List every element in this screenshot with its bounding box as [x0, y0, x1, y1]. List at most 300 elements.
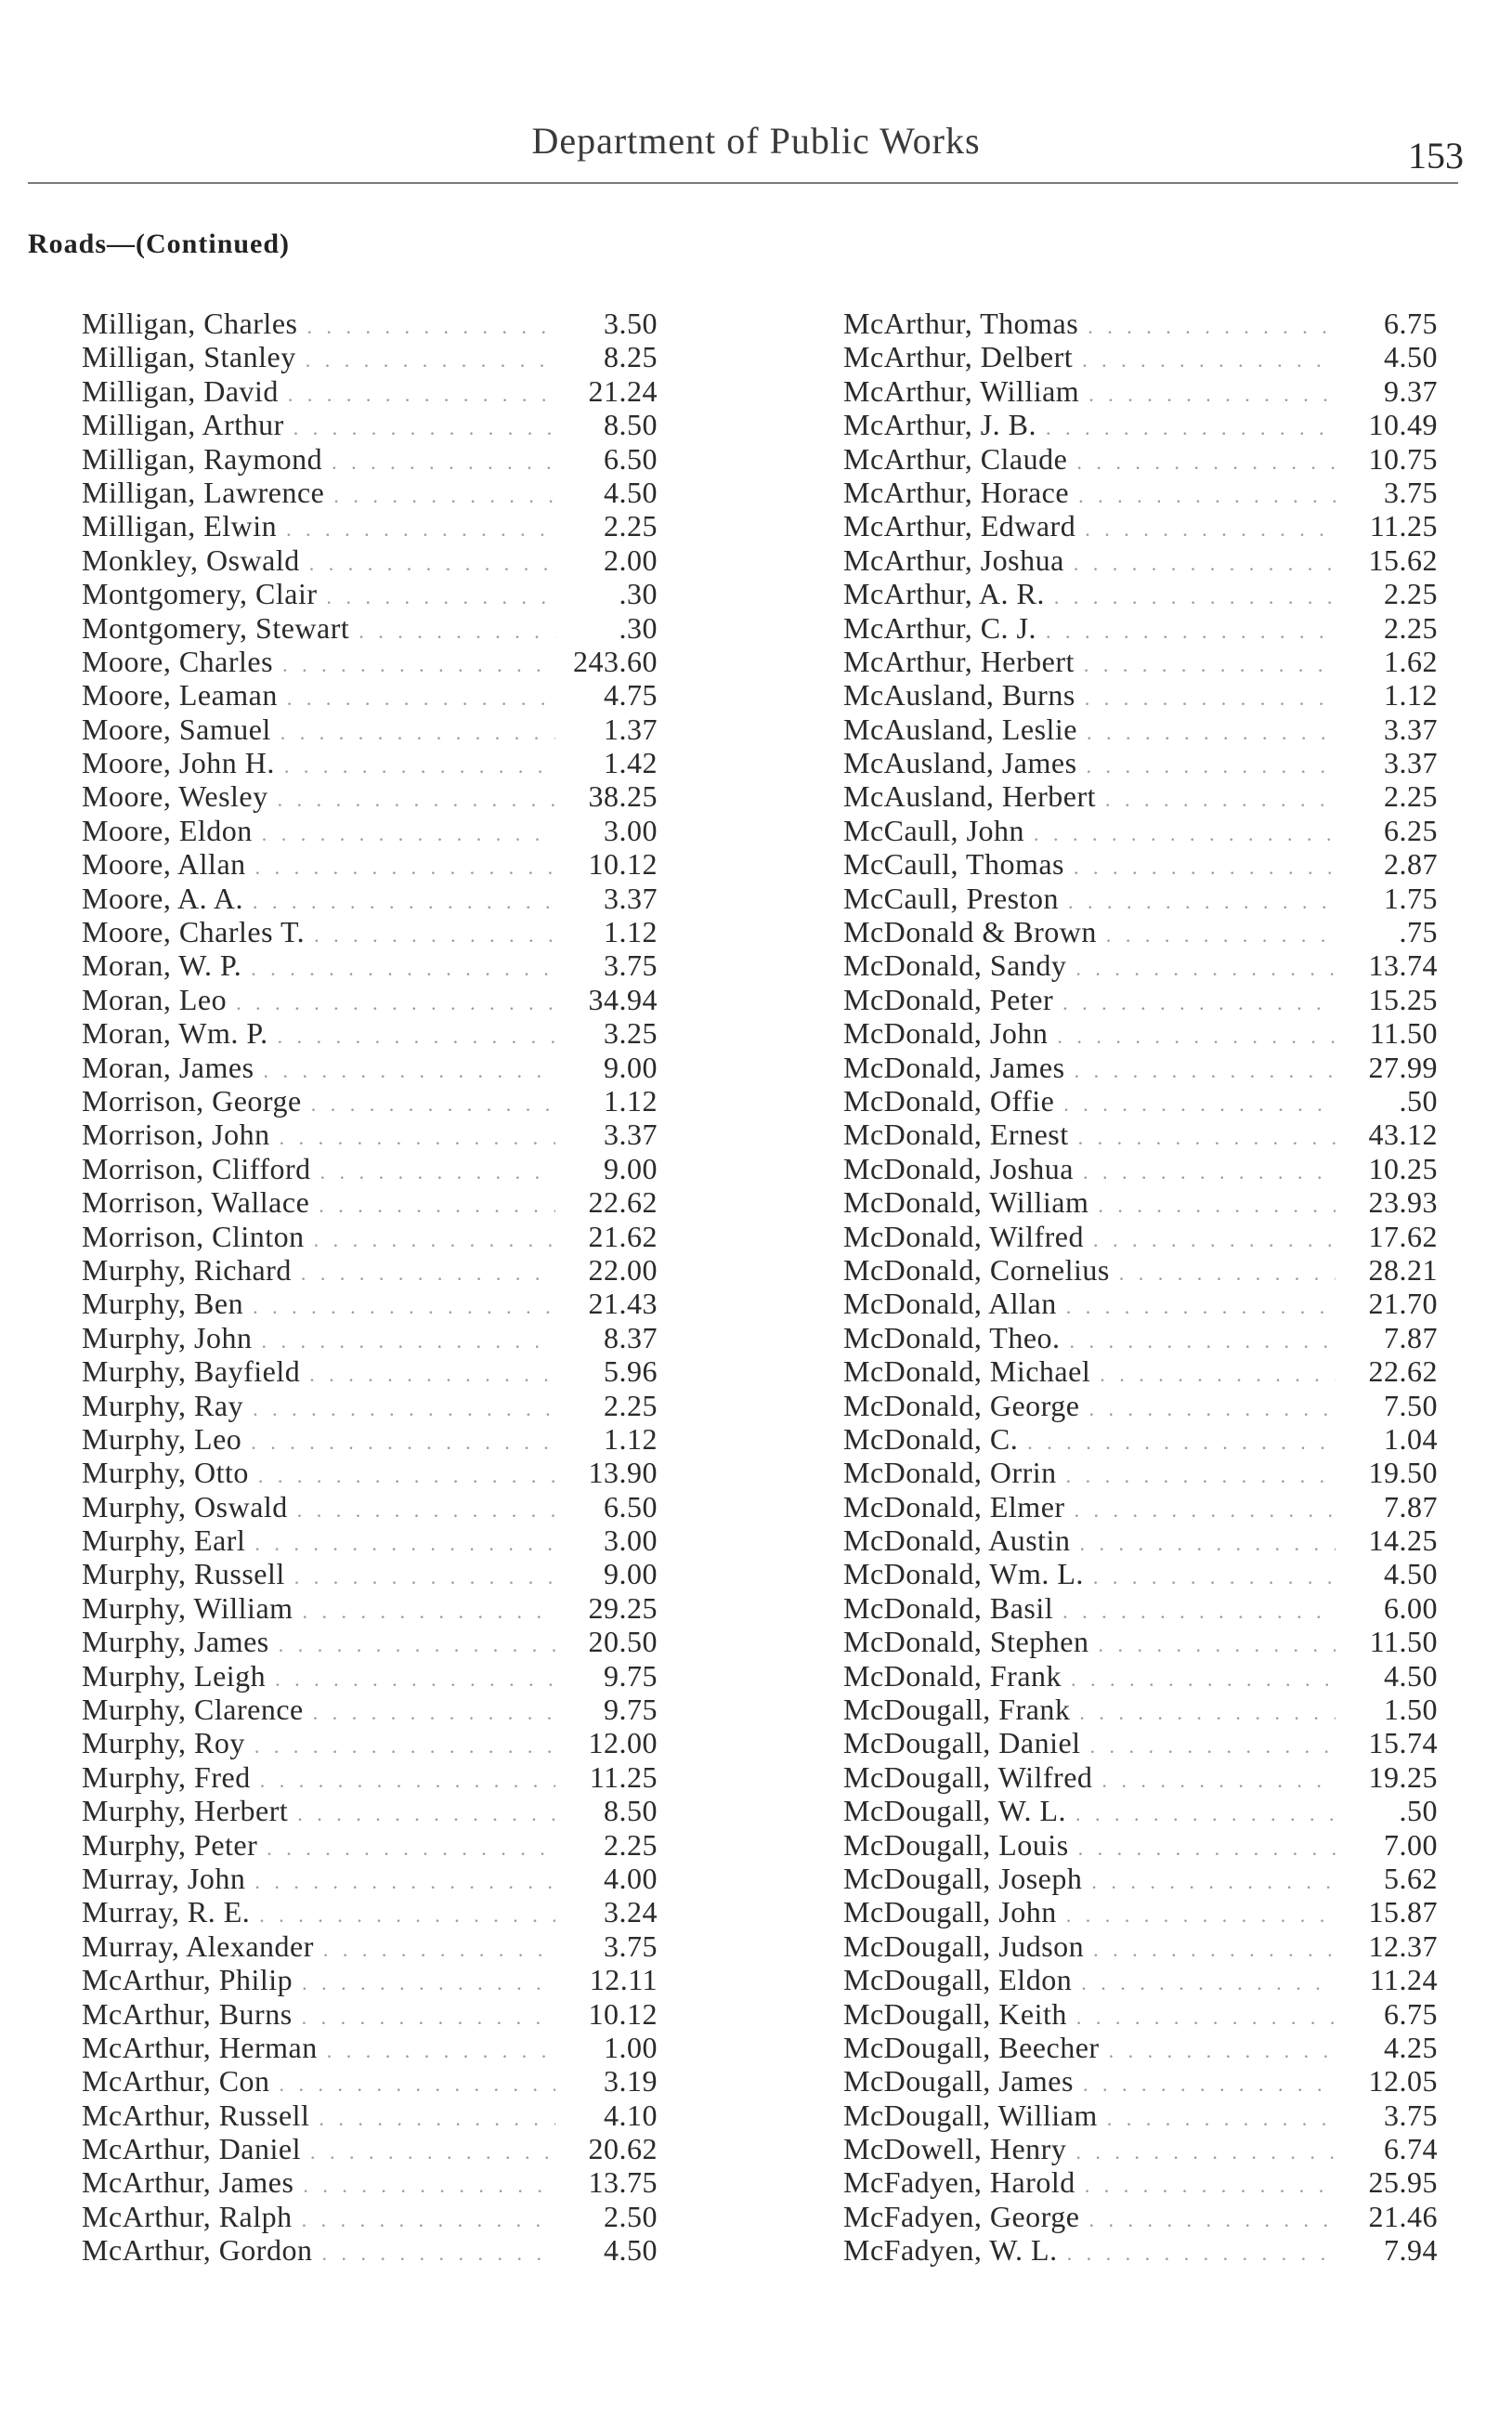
- dot-leader: [303, 2174, 555, 2198]
- payment-amount: 243.60: [573, 644, 658, 678]
- payee-name: Murphy, Ben: [82, 1287, 244, 1321]
- dot-leader: [259, 1903, 555, 1928]
- payment-amount: 10.25: [1368, 1151, 1438, 1185]
- payee-name: McDonald, James: [843, 1050, 1065, 1084]
- payment-amount: 11.25: [1369, 509, 1438, 543]
- list-item: [82, 1016, 658, 1050]
- list-item: [82, 882, 658, 915]
- payment-amount: 3.75: [604, 1929, 658, 1963]
- dot-leader: [280, 1126, 555, 1150]
- payment-amount: 10.75: [1368, 441, 1438, 476]
- list-item: [843, 645, 1438, 678]
- dot-leader: [1075, 2140, 1336, 2164]
- list-item: [82, 307, 658, 340]
- dot-leader: [302, 1971, 555, 1995]
- list-item: [843, 1016, 1438, 1050]
- payment-amount: 2.25: [604, 509, 658, 543]
- list-item: [82, 779, 658, 813]
- payment-amount: 1.04: [1384, 1421, 1438, 1456]
- payee-name: McCaull, Preston: [843, 881, 1059, 915]
- dot-leader: [275, 1667, 555, 1692]
- list-item: [82, 2064, 658, 2098]
- payee-name: Moore, Allan: [82, 847, 246, 882]
- payee-name: Milligan, Elwin: [82, 509, 278, 543]
- payee-name: Morrison, George: [82, 1083, 302, 1118]
- payee-name: McArthur, William: [843, 373, 1080, 408]
- dot-leader: [1046, 620, 1336, 644]
- payment-amount: 6.74: [1384, 2132, 1438, 2166]
- payee-name: Moore, A. A.: [82, 881, 243, 915]
- list-item: [843, 1118, 1438, 1151]
- dot-leader: [1074, 856, 1336, 880]
- dot-leader: [358, 620, 555, 644]
- list-item: [82, 1084, 658, 1118]
- payee-name: McFadyen, Harold: [843, 2165, 1075, 2200]
- dot-leader: [303, 1600, 555, 1624]
- payee-name: Morrison, Clifford: [82, 1151, 311, 1185]
- payment-amount: 9.75: [604, 1658, 658, 1693]
- list-item: [843, 746, 1438, 779]
- dot-leader: [1093, 1565, 1336, 1589]
- payee-name: McDonald, Elmer: [843, 1489, 1065, 1523]
- list-item: [843, 1862, 1438, 1895]
- payee-name: Murphy, William: [82, 1590, 293, 1625]
- payment-amount: 15.62: [1368, 543, 1438, 577]
- dot-leader: [1034, 822, 1336, 846]
- payment-amount: 19.25: [1368, 1759, 1438, 1794]
- payment-amount: 3.37: [604, 881, 658, 915]
- dot-leader: [278, 1025, 555, 1049]
- payee-name: McArthur, C. J.: [843, 610, 1036, 645]
- payee-name: McDonald, Peter: [843, 982, 1054, 1016]
- payment-amount: 7.87: [1384, 1489, 1438, 1523]
- payment-amount: 2.25: [1384, 610, 1438, 645]
- payment-amount: 9.00: [604, 1151, 658, 1185]
- payment-amount: 3.37: [1384, 746, 1438, 780]
- payee-name: Morrison, Clinton: [82, 1219, 305, 1253]
- payment-amount: 4.10: [604, 2098, 658, 2132]
- payee-name: Milligan, Arthur: [82, 408, 284, 442]
- list-item: [843, 1828, 1438, 1862]
- list-item: [843, 1895, 1438, 1929]
- payee-name: Moran, James: [82, 1050, 254, 1084]
- payment-amount: 2.25: [604, 1827, 658, 1862]
- payment-amount: 17.62: [1368, 1219, 1438, 1253]
- payment-amount: 2.87: [1384, 847, 1438, 882]
- payee-name: McDougall, Joseph: [843, 1861, 1083, 1895]
- list-item: [843, 1794, 1438, 1827]
- list-item: [82, 1828, 658, 1862]
- payee-name: McDonald, Wm. L.: [843, 1557, 1084, 1591]
- payee-name: McFadyen, George: [843, 2199, 1080, 2233]
- payment-amount: 12.37: [1368, 1929, 1438, 1963]
- payment-amount: 1.12: [604, 915, 658, 949]
- list-item: [843, 983, 1438, 1016]
- list-item: [82, 577, 658, 610]
- payee-name: Murray, John: [82, 1861, 246, 1895]
- payment-amount: 15.74: [1368, 1726, 1438, 1760]
- payment-amount: 2.25: [1384, 577, 1438, 611]
- list-item: [82, 611, 658, 645]
- payment-amount: 4.75: [604, 678, 658, 713]
- list-item: [82, 1557, 658, 1590]
- dot-leader: [323, 1938, 555, 1962]
- payee-name: McDonald, Frank: [843, 1658, 1062, 1693]
- list-item: [82, 476, 658, 509]
- dot-leader: [1093, 1938, 1336, 1962]
- list-item: [843, 1321, 1438, 1354]
- payment-amount: 1.50: [1384, 1693, 1438, 1727]
- payee-name: Murray, R. E.: [82, 1895, 251, 1929]
- payment-amount: 2.25: [604, 1388, 658, 1422]
- payee-name: McCaull, Thomas: [843, 847, 1064, 882]
- dot-leader: [297, 1802, 555, 1826]
- list-item: [82, 1118, 658, 1151]
- list-item: [843, 948, 1438, 982]
- payee-name: McDougall, John: [843, 1895, 1057, 1929]
- payee-name: McArthur, Con: [82, 2064, 270, 2099]
- list-item: [843, 1760, 1438, 1794]
- payee-name: Moore, John H.: [82, 746, 275, 780]
- dot-leader: [309, 1363, 555, 1387]
- dot-leader: [327, 585, 556, 609]
- payment-amount: 1.12: [604, 1421, 658, 1456]
- payment-amount: 7.94: [1384, 2233, 1438, 2268]
- dot-leader: [1066, 1464, 1336, 1488]
- payment-amount: .50: [1399, 1083, 1438, 1118]
- payment-amount: 1.12: [1384, 678, 1438, 713]
- payment-amount: 3.25: [604, 1016, 658, 1051]
- payee-name: McDougall, W. L.: [843, 1794, 1066, 1828]
- payee-name: McDougall, Daniel: [843, 1726, 1081, 1760]
- payee-name: Monkley, Oswald: [82, 543, 300, 577]
- payee-name: Murphy, Peter: [82, 1827, 258, 1862]
- list-item: [82, 374, 658, 408]
- dot-leader: [314, 923, 555, 948]
- payment-amount: 4.25: [1384, 2030, 1438, 2064]
- payee-name: McDonald, Stephen: [843, 1625, 1089, 1659]
- dot-leader: [251, 1431, 555, 1455]
- payment-amount: 2.00: [604, 543, 658, 577]
- list-item: [843, 307, 1438, 340]
- dot-leader: [319, 2107, 555, 2131]
- payment-amount: 3.37: [1384, 712, 1438, 746]
- payee-name: Morrison, John: [82, 1118, 270, 1152]
- dot-leader: [264, 1059, 555, 1083]
- dot-leader: [1087, 721, 1336, 745]
- payee-name: McDonald, C.: [843, 1421, 1019, 1456]
- list-item: [843, 1523, 1438, 1557]
- list-item: [82, 1895, 658, 1929]
- list-item: [82, 1625, 658, 1658]
- dot-leader: [1106, 923, 1336, 948]
- list-item: [82, 1523, 658, 1557]
- payee-name: Murphy, Richard: [82, 1252, 292, 1287]
- list-item: [843, 1422, 1438, 1456]
- dot-leader: [1067, 2242, 1336, 2266]
- payment-amount: 11.25: [589, 1759, 658, 1794]
- payment-amount: 12.05: [1368, 2064, 1438, 2099]
- payment-amount: 20.62: [588, 2132, 658, 2166]
- list-item: [82, 442, 658, 476]
- list-item: [843, 1084, 1438, 1118]
- payment-amount: 21.43: [588, 1287, 658, 1321]
- payee-name: McAusland, Burns: [843, 678, 1075, 713]
- payment-amount: 19.50: [1368, 1456, 1438, 1490]
- payment-amount: 1.00: [604, 2030, 658, 2064]
- list-item: [843, 2200, 1438, 2233]
- list-item: [843, 2064, 1438, 2098]
- dot-leader: [327, 2039, 555, 2063]
- dot-leader: [258, 1464, 555, 1488]
- dot-leader: [1074, 552, 1336, 576]
- dot-leader: [1081, 1971, 1336, 1995]
- list-item: [82, 1862, 658, 1895]
- payee-name: McArthur, Russell: [82, 2098, 310, 2132]
- dot-leader: [262, 822, 555, 846]
- payee-name: Moran, W. P.: [82, 948, 242, 983]
- list-item: [843, 882, 1438, 915]
- dot-leader: [236, 991, 555, 1015]
- payment-amount: .30: [619, 577, 658, 611]
- list-item: [82, 1321, 658, 1354]
- dot-leader: [254, 1734, 555, 1759]
- payment-amount: 4.50: [1384, 1557, 1438, 1591]
- list-item: [82, 1929, 658, 1963]
- payment-amount: 21.46: [1368, 2199, 1438, 2233]
- payment-amount: 6.00: [1384, 1590, 1438, 1625]
- payment-amount: 43.12: [1368, 1118, 1438, 1152]
- payment-amount: 7.87: [1384, 1320, 1438, 1354]
- payee-name: Montgomery, Clair: [82, 577, 318, 611]
- payee-name: McDonald, George: [843, 1388, 1080, 1422]
- dot-leader: [320, 1160, 555, 1184]
- dot-leader: [255, 856, 555, 880]
- payee-name: McDonald, William: [843, 1185, 1089, 1220]
- payee-name: McDonald, Cornelius: [843, 1252, 1110, 1287]
- list-item: [843, 577, 1438, 610]
- payment-amount: 13.90: [588, 1456, 658, 1490]
- section-heading: Roads—(Continued): [28, 229, 291, 259]
- dot-leader: [1071, 1667, 1336, 1692]
- dot-leader: [294, 1565, 555, 1589]
- payment-amount: 4.50: [1384, 340, 1438, 374]
- payment-amount: 1.12: [604, 1083, 658, 1118]
- payee-name: Murphy, Bayfield: [82, 1354, 301, 1389]
- dot-leader: [253, 890, 555, 914]
- payment-amount: 3.75: [1384, 475, 1438, 509]
- payee-name: Moran, Leo: [82, 982, 228, 1016]
- list-item: [82, 2132, 658, 2165]
- list-item: [843, 1963, 1438, 1996]
- dot-leader: [332, 451, 555, 475]
- payment-amount: 7.00: [1384, 1827, 1438, 1862]
- payee-name: McDougall, Eldon: [843, 1963, 1073, 1997]
- dot-leader: [1078, 1126, 1336, 1150]
- payee-name: McCaull, John: [843, 813, 1024, 847]
- payee-name: McArthur, Gordon: [82, 2233, 313, 2268]
- payment-amount: 10.49: [1368, 408, 1438, 442]
- payee-name: Milligan, Stanley: [82, 340, 296, 374]
- list-item: [843, 1929, 1438, 1963]
- payment-amount: 6.50: [604, 1489, 658, 1523]
- dot-leader: [1119, 1262, 1336, 1286]
- payee-name: Moore, Samuel: [82, 712, 271, 746]
- payee-name: McFadyen, W. L.: [843, 2233, 1058, 2268]
- list-item: [82, 1354, 658, 1388]
- payment-amount: 15.25: [1368, 982, 1438, 1016]
- dot-leader: [333, 484, 555, 508]
- dot-leader: [1098, 1194, 1336, 1218]
- list-item: [82, 340, 658, 373]
- list-item: [843, 779, 1438, 813]
- dot-leader: [1063, 1092, 1336, 1117]
- payee-name: McArthur, A. R.: [843, 577, 1045, 611]
- dot-leader: [306, 348, 555, 373]
- payee-name: Murphy, Leo: [82, 1421, 242, 1456]
- payment-amount: 9.75: [604, 1693, 658, 1727]
- list-item: [82, 1794, 658, 1827]
- list-item: [82, 1456, 658, 1489]
- payment-amount: 5.62: [1384, 1861, 1438, 1895]
- payee-name: McDonald, Basil: [843, 1590, 1054, 1625]
- dot-leader: [293, 416, 555, 440]
- list-item: [82, 2165, 658, 2199]
- dot-leader: [1098, 1633, 1336, 1657]
- list-item: [82, 543, 658, 577]
- list-item: [82, 1726, 658, 1759]
- payee-name: Murphy, Ray: [82, 1388, 244, 1422]
- list-item: [82, 1220, 658, 1253]
- dot-leader: [279, 1633, 555, 1657]
- dot-leader: [309, 552, 555, 576]
- list-item: [82, 678, 658, 712]
- dot-leader: [313, 1701, 555, 1725]
- payment-amount: 34.94: [588, 982, 658, 1016]
- dot-leader: [1075, 957, 1336, 981]
- payment-amount: 6.25: [1384, 813, 1438, 847]
- list-item: [82, 408, 658, 441]
- payee-name: Moore, Charles: [82, 644, 274, 678]
- payee-name: McDonald, John: [843, 1016, 1049, 1051]
- payee-name: Murphy, Oswald: [82, 1489, 288, 1523]
- list-item: [843, 1389, 1438, 1422]
- list-item: [843, 408, 1438, 441]
- list-item: [843, 1591, 1438, 1625]
- payment-amount: 38.25: [588, 779, 658, 814]
- payment-amount: 9.37: [1384, 373, 1438, 408]
- payment-amount: 20.50: [588, 1625, 658, 1659]
- dot-leader: [1075, 1498, 1336, 1523]
- payee-name: McDougall, James: [843, 2064, 1074, 2099]
- dot-leader: [1078, 484, 1336, 508]
- payee-name: Morrison, Wallace: [82, 1185, 310, 1220]
- payee-name: McArthur, Burns: [82, 1996, 293, 2031]
- payment-amount: 11.50: [1369, 1625, 1438, 1659]
- payment-amount: .50: [1399, 1794, 1438, 1828]
- list-item: [843, 1625, 1438, 1658]
- payment-amount: .30: [619, 610, 658, 645]
- dot-leader: [284, 754, 555, 778]
- payee-name: McDonald, Wilfred: [843, 1219, 1084, 1253]
- payment-amount: 7.50: [1384, 1388, 1438, 1422]
- payment-amount: 21.24: [588, 373, 658, 408]
- list-item: [843, 509, 1438, 543]
- list-item: [82, 713, 658, 746]
- dot-leader: [1046, 416, 1336, 440]
- payee-name: McArthur, Claude: [843, 441, 1068, 476]
- payee-name: McDonald, Theo.: [843, 1320, 1061, 1354]
- payment-amount: 11.24: [1369, 1963, 1438, 1997]
- payee-name: McAusland, Leslie: [843, 712, 1077, 746]
- payment-amount: 15.87: [1368, 1895, 1438, 1929]
- dot-leader: [1085, 2174, 1336, 2198]
- dot-leader: [280, 721, 555, 745]
- payee-name: McDougall, William: [843, 2098, 1098, 2132]
- dot-leader: [1083, 2072, 1336, 2097]
- payment-amount: 13.75: [588, 2165, 658, 2200]
- list-item: [843, 678, 1438, 712]
- payee-name: McArthur, J. B.: [843, 408, 1036, 442]
- list-item: [82, 1591, 658, 1625]
- payment-amount: 1.42: [604, 746, 658, 780]
- dot-leader: [278, 788, 555, 812]
- payee-name: Milligan, Charles: [82, 307, 298, 340]
- payee-name: Murphy, Herbert: [82, 1794, 289, 1828]
- payment-amount: 9.00: [604, 1050, 658, 1084]
- dot-leader: [254, 1870, 555, 1894]
- dot-leader: [1109, 2039, 1336, 2063]
- dot-leader: [1062, 1600, 1336, 1624]
- payee-name: McArthur, Herman: [82, 2030, 318, 2064]
- list-item: [82, 1490, 658, 1523]
- payment-amount: 1.62: [1384, 644, 1438, 678]
- list-item: [843, 442, 1438, 476]
- dot-leader: [1027, 1431, 1336, 1455]
- payee-name: McArthur, Joshua: [843, 543, 1064, 577]
- dot-leader: [1076, 451, 1336, 475]
- payment-amount: 8.37: [604, 1320, 658, 1354]
- list-item: [843, 2031, 1438, 2064]
- payee-name: McDougall, Keith: [843, 1996, 1067, 2031]
- list-item: [82, 509, 658, 543]
- payee-name: Moore, Wesley: [82, 779, 268, 814]
- dot-leader: [1091, 1870, 1336, 1894]
- left-column: [82, 307, 658, 2268]
- list-item: [82, 2233, 658, 2267]
- dot-leader: [302, 2006, 555, 2030]
- dot-leader: [1078, 1837, 1336, 1861]
- payee-name: McAusland, James: [843, 746, 1077, 780]
- dot-leader: [253, 1397, 555, 1421]
- dot-leader: [1088, 383, 1336, 407]
- page-title: Department of Public Works: [531, 120, 981, 162]
- dot-leader: [1083, 1160, 1336, 1184]
- dot-leader: [306, 315, 555, 339]
- dot-leader: [321, 2242, 555, 2266]
- dot-leader: [1070, 1329, 1336, 1353]
- dot-leader: [1100, 1363, 1336, 1387]
- payee-name: Murphy, John: [82, 1320, 253, 1354]
- list-item: [843, 1659, 1438, 1693]
- list-item: [82, 1659, 658, 1693]
- dot-leader: [310, 2140, 555, 2164]
- list-item: [82, 2200, 658, 2233]
- payment-amount: 27.99: [1368, 1050, 1438, 1084]
- payment-amount: 3.37: [604, 1118, 658, 1152]
- payment-amount: 3.19: [604, 2064, 658, 2099]
- payee-name: McDonald, Michael: [843, 1354, 1091, 1389]
